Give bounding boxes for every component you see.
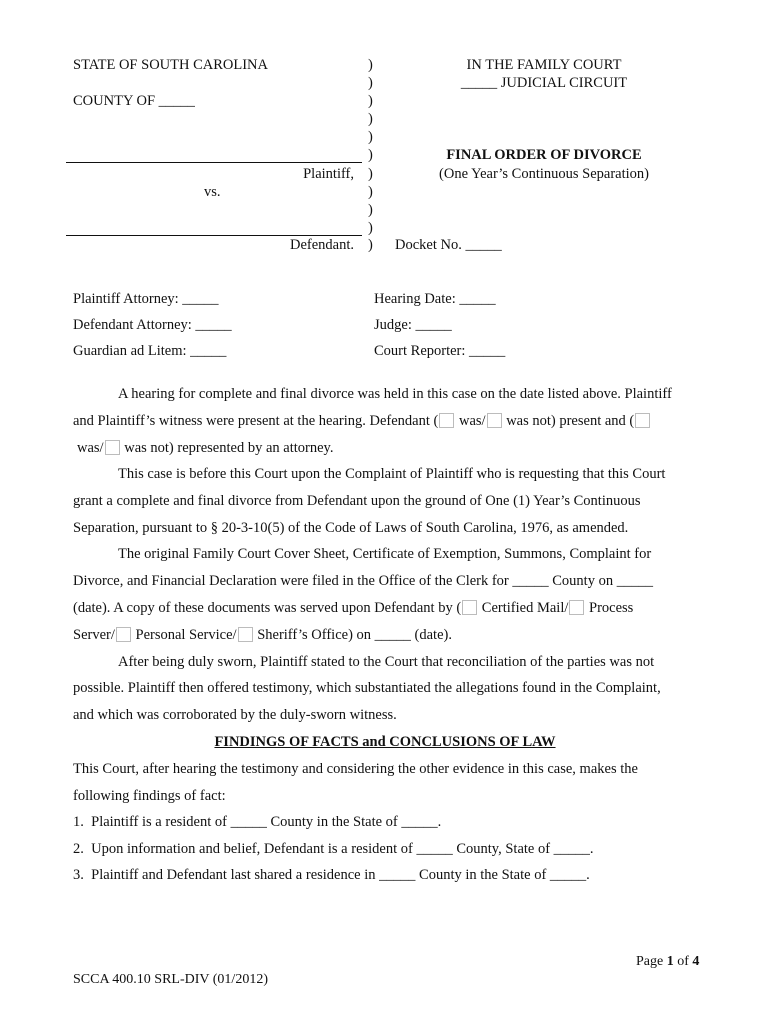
- guardian-ad-litem: Guardian ad Litem: _____: [73, 343, 227, 359]
- paragraph-text: and Plaintiff’s witness were present at the hearing. Defendant (: [73, 413, 439, 429]
- paragraph-line: [73, 627, 452, 644]
- finding-number: 3.: [73, 867, 84, 883]
- paragraph-line: This Court, after hearing the testimony and considering the other evidence in this case, makes the: [73, 761, 638, 777]
- paren: ): [368, 147, 373, 163]
- state-label: STATE OF SOUTH CAROLINA: [73, 57, 268, 73]
- court-reporter: Court Reporter: _____: [374, 343, 506, 359]
- paren: ): [368, 220, 373, 236]
- paragraph-text: Process: [589, 600, 634, 616]
- paragraph-line: A hearing for complete and final divorce was held in this case on the date listed above. Plaintiff: [118, 386, 672, 402]
- finding-number: 1.: [73, 814, 84, 830]
- paragraph-line: grant a complete and final divorce from Defendant upon the ground of One (1) Year’s Continuous: [73, 493, 641, 509]
- finding-item: [73, 867, 590, 884]
- paragraph-text: Sheriff’s Office) on _____ (date).: [257, 627, 452, 643]
- paragraph-text: Server/: [73, 627, 115, 643]
- paragraph-text: was/: [77, 440, 104, 456]
- paren: ): [368, 237, 373, 253]
- court-title: IN THE FAMILY COURT: [466, 57, 622, 73]
- page-prefix: Page: [636, 954, 664, 969]
- paren: ): [368, 202, 373, 218]
- docket-number: Docket No. _____: [395, 237, 502, 253]
- plaintiff-attorney: Plaintiff Attorney: _____: [73, 291, 219, 307]
- paragraph-line: possible. Plaintiff then offered testimony, which substantiated the allegations found in the Complaint,: [73, 680, 661, 696]
- paragraph-text: (date). A copy of these documents was served upon Defendant by (: [73, 600, 462, 616]
- finding-text: Plaintiff is a resident of _____ County in the State of _____.: [91, 814, 442, 830]
- paragraph-line: After being duly sworn, Plaintiff stated to the Court that reconciliation of the parties was not: [118, 654, 655, 670]
- paragraph-line: following findings of fact:: [73, 788, 226, 804]
- paren: ): [368, 111, 373, 127]
- service-sheriff-checkbox[interactable]: [238, 627, 253, 642]
- finding-text: Plaintiff and Defendant last shared a residence in _____ County in the State of _____.: [91, 867, 590, 883]
- paragraph-text: was not) present and (: [506, 413, 635, 429]
- finding-number: 2.: [73, 841, 84, 857]
- judge: Judge: _____: [374, 317, 452, 333]
- page-current: 1: [666, 954, 674, 969]
- page-number: [636, 954, 699, 970]
- finding-item: [73, 841, 594, 858]
- service-process-server-checkbox[interactable]: [569, 600, 584, 615]
- paragraph-line: Divorce, and Financial Declaration were filed in the Office of the Clerk for _____ County on _____: [73, 573, 653, 589]
- defendant-attorney: Defendant Attorney: _____: [73, 317, 232, 333]
- defendant-name-line: [66, 235, 362, 236]
- paragraph-line: [73, 413, 651, 430]
- judicial-circuit: _____ JUDICIAL CIRCUIT: [460, 75, 628, 91]
- paren: ): [368, 184, 373, 200]
- paren: ): [368, 166, 373, 182]
- page-total: 4: [692, 954, 700, 969]
- hearing-date: Hearing Date: _____: [374, 291, 496, 307]
- paragraph-line: and which was corroborated by the duly-sworn witness.: [73, 707, 397, 723]
- defendant-present-was-checkbox[interactable]: [439, 413, 454, 428]
- service-personal-checkbox[interactable]: [116, 627, 131, 642]
- defendant-represented-was-not-checkbox[interactable]: [105, 440, 120, 455]
- finding-item: [73, 814, 441, 831]
- paragraph-line: This case is before this Court upon the Complaint of Plaintiff who is requesting that this Court: [118, 466, 666, 482]
- paren: ): [368, 57, 373, 73]
- order-title: FINAL ORDER OF DIVORCE: [446, 147, 642, 163]
- defendant-represented-was-checkbox[interactable]: [635, 413, 650, 428]
- county-label: COUNTY OF _____: [73, 93, 195, 109]
- defendant-present-was-not-checkbox[interactable]: [487, 413, 502, 428]
- service-certified-mail-checkbox[interactable]: [462, 600, 477, 615]
- paragraph-text: was/: [458, 413, 486, 429]
- paragraph-text: Personal Service/: [135, 627, 237, 643]
- versus-label: vs.: [204, 184, 221, 200]
- paren: ): [368, 93, 373, 109]
- paren: ): [368, 75, 373, 91]
- plaintiff-label: Plaintiff,: [303, 166, 354, 182]
- paren: ): [368, 129, 373, 145]
- paragraph-line: The original Family Court Cover Sheet, Certificate of Exemption, Summons, Complaint for: [118, 546, 652, 562]
- plaintiff-name-line: [66, 162, 362, 163]
- defendant-label: Defendant.: [289, 237, 354, 253]
- form-identifier: SCCA 400.10 SRL-DIV (01/2012): [73, 972, 268, 987]
- page-of: of: [677, 954, 689, 969]
- finding-text: Upon information and belief, Defendant is a resident of _____ County, State of _____.: [91, 841, 594, 857]
- paragraph-line: Separation, pursuant to § 20-3-10(5) of the Code of Laws of South Carolina, 1976, as amended.: [73, 520, 629, 536]
- order-subtitle: (One Year’s Continuous Separation): [439, 166, 649, 182]
- paragraph-text: Certified Mail/: [481, 600, 569, 616]
- paragraph-line: [73, 600, 633, 617]
- findings-heading: FINDINGS OF FACTS and CONCLUSIONS OF LAW: [214, 734, 556, 750]
- paragraph-line: [77, 440, 333, 457]
- paragraph-text: was not) represented by an attorney.: [124, 440, 334, 456]
